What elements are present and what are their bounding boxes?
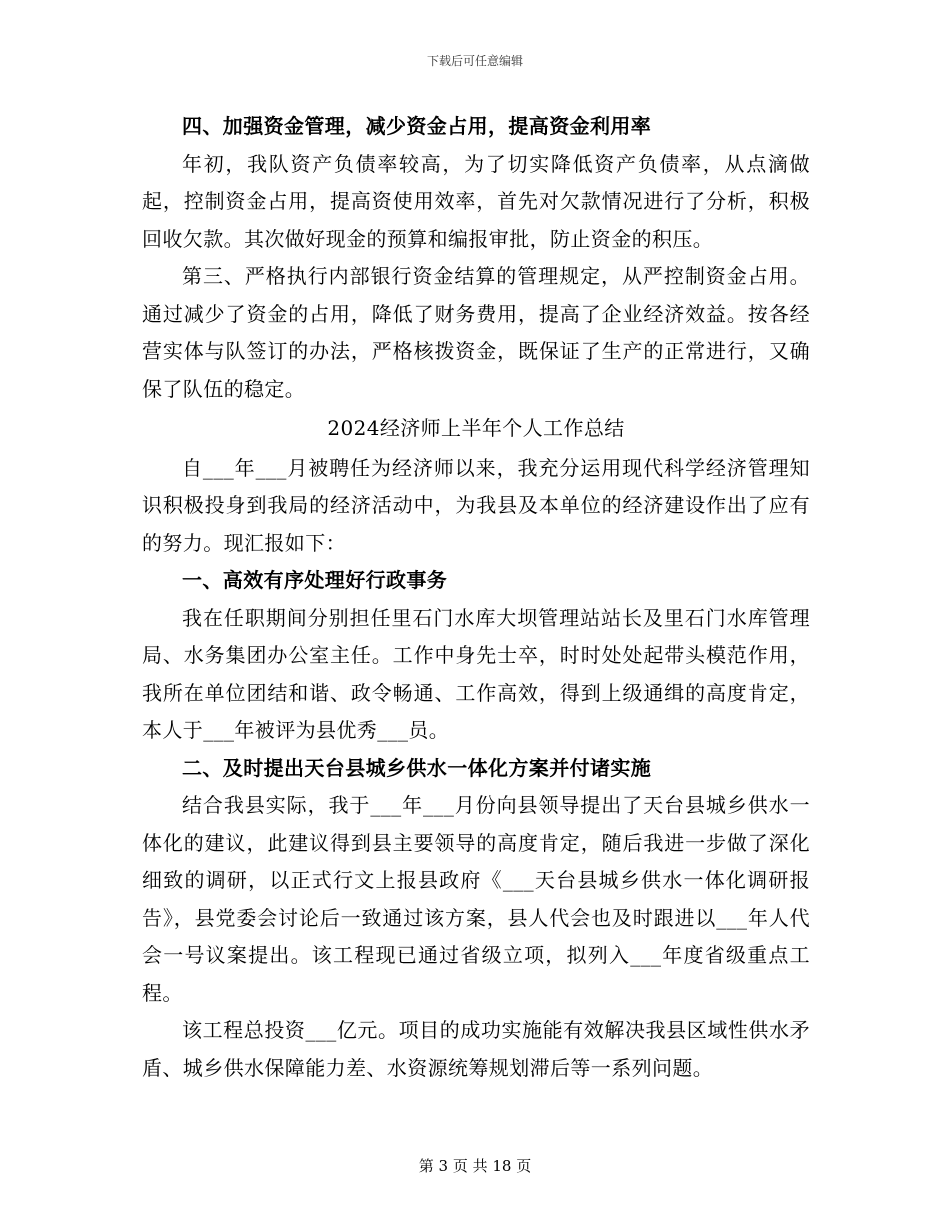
header-note: 下载后可任意编辑 [426, 54, 523, 68]
paragraph: 该工程总投资___亿元。项目的成功实施能有效解决我县区域性供水矛盾、城乡供水保障能力差、水资源统筹规划滞后等一系列问题。 [142, 1018, 810, 1080]
paragraph: 年初，我队资产负债率较高，为了切实降低资产负债率，从点滴做起，控制资金占用，提高资使用效率，首先对欠款情况进行了分析，积极回收欠款。其次做好现金的预算和编报审批，防止资金的积压。 [142, 151, 810, 251]
document-title: 2024经济师上半年个人工作总结 [327, 416, 625, 440]
section-heading-admin: 一、高效有序处理好行政事务 [182, 568, 448, 592]
section-heading-water-supply: 二、及时提出天台县城乡供水一体化方案并付诸实施 [182, 755, 652, 780]
section-heading-funds: 四、加强资金管理，减少资金占用，提高资金利用率 [182, 114, 652, 138]
paragraph: 结合我县实际，我于___年___月份向县领导提出了天台县城乡供水一体化的建议，此建议得到县主要领导的高度肯定，随后我进一步做了深化细致的调研，以正式行文上报县政府《___天台县城乡供水一体化调研报告》，县党委会讨论后一致通过该方案，县人代会也及时跟进以___年人代会一号议案提出。该工程现已通过省级立项，拟列入___年度省级重点工程。 [142, 793, 810, 1005]
document-body [142, 108, 810, 1087]
paragraph: 我在任职期间分别担任里石门水库大坝管理站站长及里石门水库管理局、水务集团办公室主任。工作中身先士卒，时时处处起带头模范作用，我所在单位团结和谐、政令畅通、工作高效，得到上级通缉的高度肯定，本人于___年被评为县优秀___员。 [142, 605, 810, 742]
page-number: 第 3 页 共 18 页 [418, 1157, 532, 1175]
paragraph: 自___年___月被聘任为经济师以来，我充分运用现代科学经济管理知识积极投身到我局的经济活动中，为我县及本单位的经济建设作出了应有的努力。现汇报如下： [142, 455, 810, 555]
paragraph: 第三、严格执行内部银行资金结算的管理规定，从严控制资金占用。通过减少了资金的占用，降低了财务费用，提高了企业经济效益。按各经营实体与队签订的办法，严格核拨资金，既保证了生产的正常进行，又确保了队伍的稳定。 [142, 264, 810, 401]
